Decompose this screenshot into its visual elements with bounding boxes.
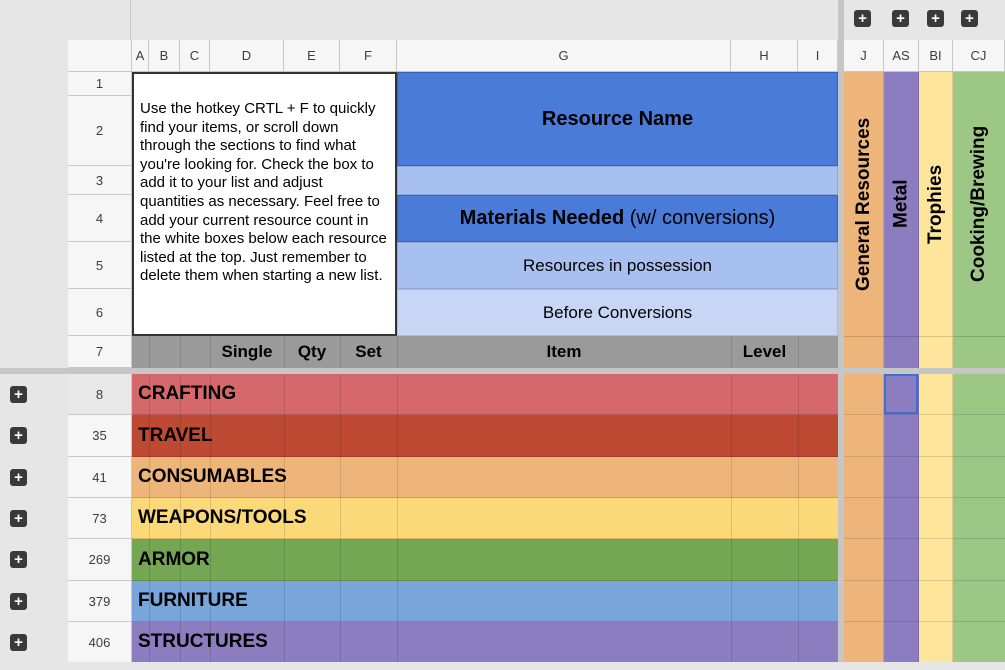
divider [731, 539, 732, 581]
column-header-as[interactable]: AS [884, 40, 919, 72]
divider [180, 374, 181, 415]
divider [340, 415, 341, 457]
divider [731, 415, 732, 457]
divider [340, 498, 341, 539]
row-header-6[interactable]: 6 [68, 289, 132, 336]
row-header[interactable]: 35 [68, 415, 132, 457]
resource-column-metal[interactable] [884, 72, 919, 336]
divider [149, 622, 150, 663]
divider [284, 581, 285, 622]
row-header[interactable]: 379 [68, 581, 132, 622]
category-label: STRUCTURES [138, 631, 268, 652]
cell[interactable] [844, 457, 884, 498]
category-label: CONSUMABLES [138, 466, 287, 487]
divider [798, 622, 799, 663]
row-header[interactable]: 41 [68, 457, 132, 498]
cell[interactable] [953, 622, 1005, 663]
legend-materials-needed[interactable] [397, 195, 838, 242]
divider [130, 0, 131, 40]
divider [397, 374, 398, 415]
legend-in-possession-label: Resources in possession [523, 255, 712, 275]
divider [210, 539, 211, 581]
resource-label-trophies: Trophies [925, 164, 946, 244]
divider [284, 415, 285, 457]
row-header[interactable]: 8 [68, 374, 132, 415]
cell[interactable] [953, 581, 1005, 622]
cell[interactable] [884, 415, 919, 457]
divider [340, 374, 341, 415]
divider [340, 457, 341, 498]
divider [397, 498, 398, 539]
divider [731, 581, 732, 622]
legend-in-possession[interactable] [397, 242, 838, 289]
expand-group-cj-icon[interactable]: + [961, 10, 978, 27]
divider [149, 336, 150, 368]
resource-column-cooking[interactable] [953, 72, 1005, 336]
divider [284, 539, 285, 581]
category-label: CRAFTING [138, 383, 237, 404]
divider [210, 581, 211, 622]
column-header-i[interactable]: I [798, 40, 838, 72]
divider [210, 374, 211, 415]
category-row-weapons-tools[interactable] [132, 498, 838, 539]
category-row-furniture[interactable] [132, 581, 838, 622]
cell[interactable] [844, 415, 884, 457]
divider [149, 457, 150, 498]
category-label: TRAVEL [138, 424, 213, 446]
column-header-j[interactable]: J [844, 40, 884, 72]
row-header-1[interactable]: 1 [68, 72, 132, 96]
row-header-3[interactable]: 3 [68, 166, 132, 195]
cell[interactable] [884, 336, 919, 368]
cell[interactable] [844, 336, 884, 368]
expand-group-as-icon[interactable]: + [892, 10, 909, 27]
cell[interactable] [884, 498, 919, 539]
cell[interactable] [953, 498, 1005, 539]
divider [180, 581, 181, 622]
selected-cell[interactable] [884, 374, 919, 415]
legend-materials-needed-label: Materials Needed [459, 207, 625, 229]
resource-column-general[interactable] [844, 72, 884, 336]
divider [180, 539, 181, 581]
divider [149, 539, 150, 581]
divider [340, 539, 341, 581]
divider [210, 498, 211, 539]
cell[interactable] [844, 622, 884, 663]
row-header-5[interactable]: 5 [68, 242, 132, 289]
divider [397, 457, 398, 498]
divider [284, 374, 285, 415]
legend-spacer[interactable] [397, 166, 838, 195]
divider [149, 415, 150, 457]
column-header-d[interactable]: D [210, 40, 284, 72]
cell[interactable] [844, 539, 884, 581]
category-row-crafting[interactable] [132, 374, 838, 415]
cell[interactable] [919, 581, 953, 622]
divider [210, 457, 211, 498]
divider [798, 498, 799, 539]
cell[interactable] [919, 498, 953, 539]
divider [798, 415, 799, 457]
row-header-7[interactable]: 7 [68, 336, 132, 368]
legend-resource-name[interactable] [397, 72, 838, 166]
column-header-c[interactable]: C [180, 40, 210, 72]
divider [149, 374, 150, 415]
expand-row-group-icon[interactable]: + [10, 427, 27, 444]
row-header[interactable]: 73 [68, 498, 132, 539]
resource-label-general: General Resources [853, 117, 874, 291]
category-label: WEAPONS/TOOLS [138, 507, 307, 528]
column-header-e[interactable]: E [284, 40, 340, 72]
divider [180, 415, 181, 457]
divider [180, 457, 181, 498]
resource-label-metal: Metal [890, 179, 912, 229]
cell[interactable] [953, 457, 1005, 498]
divider [397, 622, 398, 663]
divider [798, 336, 799, 368]
column-header-cj[interactable]: CJ [953, 40, 1005, 72]
divider [149, 498, 150, 539]
category-row-consumables[interactable] [132, 457, 838, 498]
instructions-text[interactable]: Use the hotkey CRTL + F to quickly find your items, or scroll down through the sections to find what you're looking for. Check the box to add it to your list and adjust quantities as necessary. Feel free to add your current resource count in the white boxes below each resource listed at the top. Just remember to delete them when starting a new list. [132, 72, 397, 336]
divider [397, 539, 398, 581]
cell[interactable] [844, 581, 884, 622]
cell[interactable] [884, 622, 919, 663]
divider [340, 581, 341, 622]
divider [798, 581, 799, 622]
divider [149, 581, 150, 622]
legend-resource-name-label: Resource Name [541, 107, 694, 130]
row-header-2[interactable]: 2 [68, 96, 132, 166]
divider [731, 457, 732, 498]
divider [180, 498, 181, 539]
row-header-4[interactable]: 4 [68, 195, 132, 242]
expand-row-group-icon[interactable]: + [10, 469, 27, 486]
row-header[interactable]: 406 [68, 622, 132, 663]
category-row-structures[interactable] [132, 622, 838, 663]
cell[interactable] [919, 415, 953, 457]
cell[interactable] [953, 539, 1005, 581]
cell[interactable] [919, 539, 953, 581]
header-item[interactable]: Item [546, 342, 582, 361]
expand-group-j-icon[interactable]: + [854, 10, 871, 27]
category-label: ARMOR [138, 548, 210, 570]
divider [210, 622, 211, 663]
divider [180, 622, 181, 663]
row-header[interactable]: 269 [68, 539, 132, 581]
cell[interactable] [919, 622, 953, 663]
expand-row-group-icon[interactable]: + [10, 593, 27, 610]
cell[interactable] [844, 498, 884, 539]
cell[interactable] [884, 581, 919, 622]
divider [284, 498, 285, 539]
toolbar-strip [0, 0, 838, 40]
legend-before-conversions[interactable] [397, 289, 838, 336]
cell[interactable] [919, 374, 953, 415]
cell[interactable] [953, 336, 1005, 368]
expand-row-group-icon[interactable]: + [10, 510, 27, 527]
column-header-h[interactable]: H [731, 40, 798, 72]
cell[interactable] [844, 374, 884, 415]
column-header-b[interactable]: B [149, 40, 180, 72]
cell[interactable] [953, 374, 1005, 415]
legend-materials-suffix: (w/ conversions) [624, 207, 776, 229]
header-single[interactable]: Single [221, 342, 273, 361]
divider [284, 622, 285, 663]
divider [731, 498, 732, 539]
resource-label-cooking: Cooking/Brewing [968, 125, 989, 283]
expand-row-group-icon[interactable]: + [10, 386, 27, 403]
cell[interactable] [884, 457, 919, 498]
divider [798, 457, 799, 498]
divider [210, 415, 211, 457]
divider [731, 622, 732, 663]
bottom-strip [0, 662, 1005, 670]
divider [397, 581, 398, 622]
column-header-g[interactable]: G [397, 40, 731, 72]
cell[interactable] [953, 415, 1005, 457]
expand-row-group-icon[interactable]: + [10, 634, 27, 651]
row-group-gutter [0, 72, 68, 368]
column-header-bi[interactable]: BI [919, 40, 953, 72]
header-level[interactable]: Level [742, 342, 787, 361]
category-row-travel[interactable] [132, 415, 838, 457]
expand-group-bi-icon[interactable]: + [927, 10, 944, 27]
resource-column-trophies[interactable] [919, 72, 953, 336]
column-header-a[interactable]: A [132, 40, 149, 72]
divider [397, 415, 398, 457]
select-all-corner[interactable] [68, 40, 132, 72]
legend-before-conversions-label: Before Conversions [542, 302, 693, 322]
divider [731, 374, 732, 415]
column-header-f[interactable]: F [340, 40, 397, 72]
divider [798, 539, 799, 581]
divider [284, 457, 285, 498]
category-label: FURNITURE [138, 590, 248, 611]
header-qty[interactable]: Qty [297, 342, 327, 361]
divider [180, 336, 181, 368]
cell[interactable] [884, 539, 919, 581]
expand-row-group-icon[interactable]: + [10, 551, 27, 568]
cell[interactable] [919, 457, 953, 498]
divider [340, 622, 341, 663]
category-row-armor[interactable] [132, 539, 838, 581]
header-set[interactable]: Set [355, 342, 382, 361]
cell[interactable] [919, 336, 953, 368]
corner-gray [0, 40, 68, 72]
divider [798, 374, 799, 415]
